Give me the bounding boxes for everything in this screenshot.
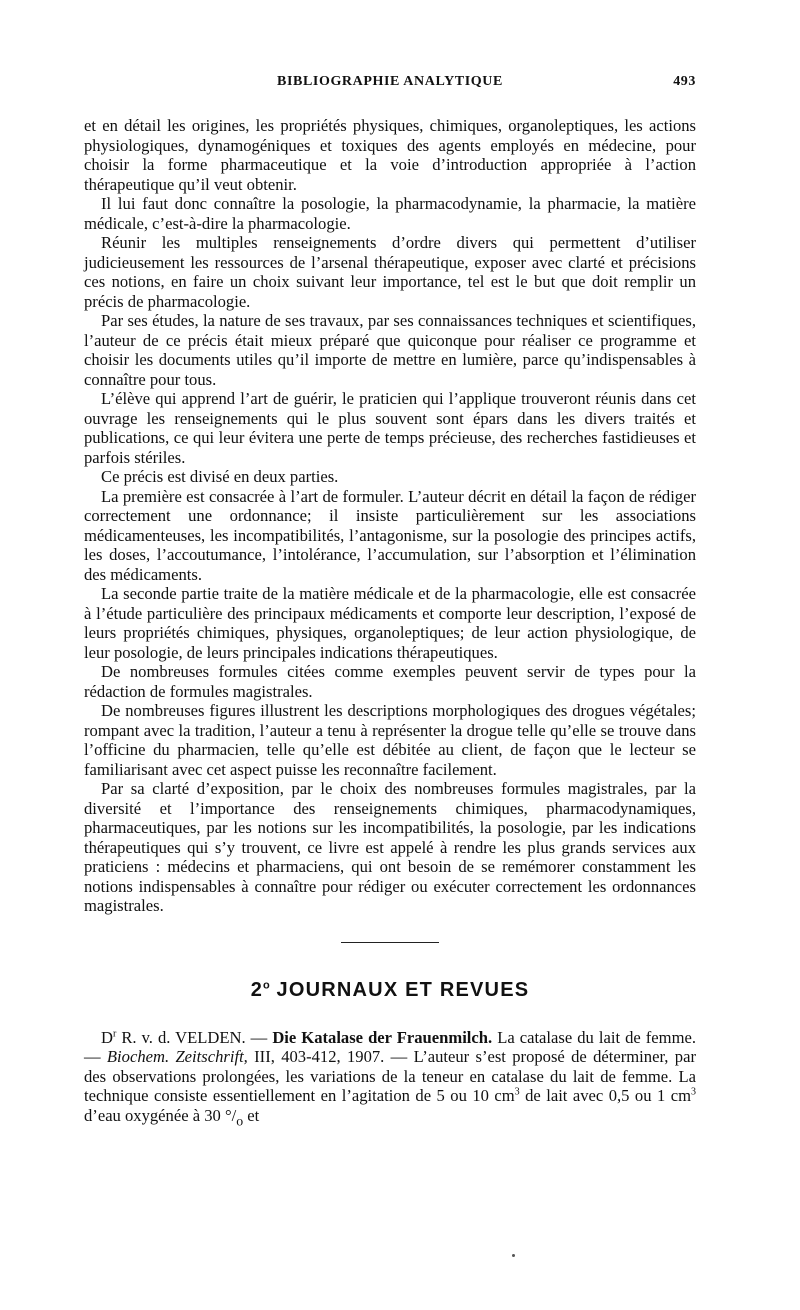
citation-text: d’eau oxygénée à 30 °/ — [84, 1105, 237, 1125]
paragraph: La seconde partie traite de la matière médicale et de la pharmacologie, elle est consacrée à l’étude particulière des principaux médicaments et comporte leur description, l’exposé de leurs propriétés chimiques, physiques, organoleptiques; de leur action physiologique, de leur posologie, de leurs principales indications thérapeutiques. — [84, 584, 696, 662]
author-title-sup: r — [112, 1027, 117, 1039]
review-body — [84, 116, 696, 916]
journal-name: Biochem. Zeitschrift, — [106, 1047, 248, 1066]
print-speck — [512, 1254, 515, 1257]
paragraph: Réunir les multiples renseignements d’ordre divers qui permettent d’utiliser judicieusement les ressources de l’arsenal thérapeutique, exposer avec clarté et précisions ces notions, en faire un choix suivant leur importance, tel est le but que doit remplir un précis de pharmacologie. — [84, 233, 696, 311]
section-number: 2 — [250, 978, 264, 1001]
section-ordinal-mark: o — [263, 978, 270, 991]
paragraph: et en détail les origines, les propriétés physiques, chimiques, organoleptiques, les actions physiologiques, dynamogéniques et toxiques des agents employés en médecine, pour choisir la forme pharmaceutique et la voie d’introduction appropriée à l’action thérapeutique qu’il veut obtenir. — [84, 116, 696, 194]
page-header — [84, 74, 696, 98]
paragraph: De nombreuses formules citées comme exemples peuvent servir de types pour la rédaction de formules magistrales. — [84, 662, 696, 701]
running-title: BIBLIOGRAPHIE ANALYTIQUE — [277, 74, 503, 89]
paragraph: Par ses études, la nature de ses travaux, par ses connaissances techniques et scientifiques, l’auteur de ce précis était mieux préparé que quiconque pour réaliser ce programme et choisir les documents utiles qu’il importe de mettre en lumière, parce qu’indispensables à connaître pour tous. — [84, 311, 696, 389]
section-heading — [84, 979, 696, 1002]
superscript: 3 — [514, 1086, 520, 1098]
citation-text: III, 403-412, 1907. — L’auteur s’est proposé de déterminer, par des observations prolongées, les variations de la teneur en catalase du lait de femme. La technique consiste essentiellement en l’agitation de 5 ou 10 cm — [84, 1047, 696, 1105]
citation-text: de lait avec 0,5 ou 1 cm — [519, 1086, 691, 1105]
paragraph: La première est consacrée à l’art de formuler. L’auteur décrit en détail la façon de rédiger correctement une ordonnance; il insiste particulièrement sur les associations médicamenteuses, les incompatibilités, l’antagonisme, sur la posologie des principes actifs, les doses, l’accoutumance, l’intolérance, l’accumulation, sur l’absorption et l’élimination des médicaments. — [84, 486, 696, 584]
paragraph: De nombreuses figures illustrent les descriptions morphologiques des drogues végétales; rompant avec la tradition, l’auteur a tenu à représenter la drogue telle qu’elle se trouve dans l’officine du pharmacien, telle qu’elle est débitée au client, de façon que le lecteur se familiarisant avec cet aspect puisse les reconnaître facilement. — [84, 701, 696, 779]
author-title: D — [101, 1027, 113, 1047]
section-divider — [341, 942, 439, 943]
section-title: JOURNAUX ET REVUES — [276, 978, 530, 1001]
document-page — [84, 74, 696, 1147]
paragraph: Il lui faut donc connaître la posologie, la pharmacodynamie, la pharmacie, la matière médicale, c’est-à-dire la pharmacologie. — [84, 194, 696, 233]
superscript: 3 — [691, 1086, 696, 1098]
paragraph: L’élève qui apprend l’art de guérir, le praticien qui l’applique trouveront réunis dans cet ouvrage les renseignements qui le plus souvent sont épars dans les divers traités et publications, ce qui leur évitera une perte de temps précieuse, des recherches fastidieuses et parfois stériles. — [84, 389, 696, 467]
translated-title: La catalase du lait de femme. — — [84, 1027, 696, 1066]
paragraph: Par sa clarté d’exposition, par le choix des nombreuses formules magistrales, par la diversité et l’importance des renseignements chimiques, pharmacodynamiques, pharmaceutiques, par les notions sur les incompatibilités, la posologie, par les indications thérapeutiques qui s’y trouvent, ce livre est appelé à rendre les plus grands services aux praticiens : médecins et pharmaciens, qui ont besoin de se remémorer constamment les notions indispensables à connaître pour rédiger ou exécuter correctement les ordonnances magistrales. — [84, 779, 696, 915]
paragraph: Ce précis est divisé en deux parties. — [101, 467, 339, 486]
subscript: o — [236, 1112, 244, 1128]
author-name: R. v. d. VELDEN. — — [116, 1027, 273, 1047]
article-title: Die Katalase der Frauenmilch. — [272, 1027, 493, 1047]
journal-review-entry — [84, 1028, 696, 1131]
citation-text: et — [243, 1105, 260, 1125]
page-number: 493 — [673, 74, 696, 89]
